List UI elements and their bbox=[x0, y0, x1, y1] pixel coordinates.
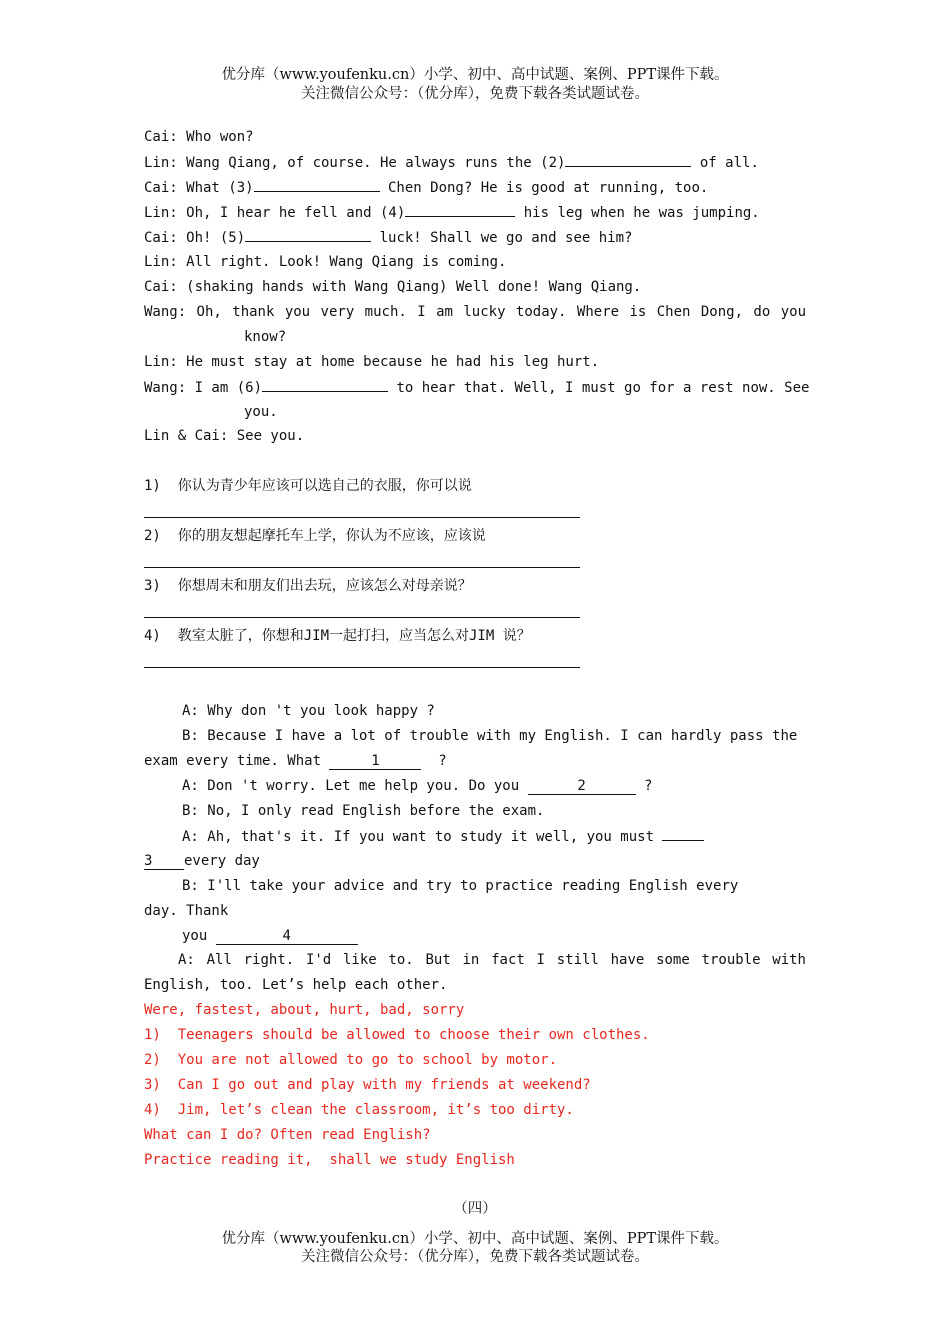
answer-line bbox=[144, 567, 580, 568]
footer-line-1: 优分库（www.youfenku.cn）小学、初中、高中试题、案例、PPT课件下载。 bbox=[221, 1231, 729, 1247]
dialogue2-line: you 4 bbox=[182, 926, 852, 946]
blank-3-start bbox=[662, 826, 704, 841]
dialogue-line: Lin & Cai: See you. bbox=[144, 428, 305, 444]
answer-key-line: 1) Teenagers should be allowed to choose their own clothes. bbox=[144, 1027, 650, 1043]
answer-key-line: Were, fastest, about, hurt, bad, sorry bbox=[144, 1002, 465, 1018]
dialogue2-line: A: All right. I'd like to. But in fact I still have some trouble with bbox=[178, 952, 806, 968]
dialogue-line: Lin: Wang Qiang, of course. He always runs the (2) of all. bbox=[144, 152, 814, 173]
dialogue-line: Cai: (shaking hands with Wang Qiang) Well done! Wang Qiang. bbox=[144, 279, 642, 295]
dialogue2-line: 3 every day bbox=[144, 853, 260, 869]
blank-3: 3 bbox=[144, 853, 184, 870]
dialogue2-line: day. Thank bbox=[144, 903, 229, 919]
answer-key-line: What can I do? Often read English? bbox=[144, 1127, 431, 1143]
blank-6 bbox=[262, 377, 388, 392]
dialogue-line: Cai: Who won? bbox=[144, 129, 254, 145]
footer-line-2: 关注微信公众号：（优分库），免费下载各类试题试卷。 bbox=[301, 1249, 649, 1265]
answer-line bbox=[144, 667, 580, 668]
blank-2 bbox=[565, 152, 691, 167]
answer-key-line: 4) Jim, let’s clean the classroom, it’s too dirty. bbox=[144, 1102, 574, 1118]
dialogue2-line: A: Don 't worry. Let me help you. Do you 2 ? bbox=[182, 778, 653, 794]
dialogue-line: Lin: All right. Look! Wang Qiang is coming. bbox=[144, 254, 507, 270]
dialogue2-line: A: Ah, that's it. If you want to study it well, you must bbox=[182, 826, 852, 847]
answer-line bbox=[144, 617, 580, 618]
dialogue2-line: B: I'll take your advice and try to practice reading English every bbox=[182, 878, 739, 894]
blank-3 bbox=[254, 177, 380, 192]
blank-2: 2 bbox=[528, 778, 636, 795]
dialogue-line: Cai: Oh! (5) luck! Shall we go and see him? bbox=[144, 227, 814, 248]
dialogue-line-cont: you. bbox=[244, 404, 278, 420]
question-4: 4) 教室太脏了，你想和JIM一起打扫，应当怎么对JIM 说？ bbox=[144, 628, 531, 644]
blank-4: 4 bbox=[216, 928, 358, 945]
header-line-1: 优分库（www.youfenku.cn）小学、初中、高中试题、案例、PPT课件下载。 bbox=[221, 67, 729, 83]
dialogue2-line: B: No, I only read English before the exam. bbox=[182, 803, 545, 819]
blank-4 bbox=[405, 202, 515, 217]
header-line-2: 关注微信公众号：（优分库），免费下载各类试题试卷。 bbox=[301, 86, 649, 102]
dialogue2-line: A: Why don 't you look happy ? bbox=[182, 703, 435, 719]
blank-5 bbox=[245, 227, 371, 242]
dialogue2-line: English, too. Let’s help each other. bbox=[144, 977, 448, 993]
dialogue-line: Wang: Oh, thank you very much. I am lucky today. Where is Chen Dong, do you bbox=[144, 304, 806, 320]
dialogue-line-cont: know? bbox=[244, 329, 287, 345]
dialogue-line: Lin: Oh, I hear he fell and (4) his leg when he was jumping. bbox=[144, 202, 814, 223]
dialogue2-line: B: Because I have a lot of trouble with my English. I can hardly pass the bbox=[182, 728, 798, 744]
question-2: 2) 你的朋友想起摩托车上学，你认为不应该，应该说 bbox=[144, 528, 486, 544]
dialogue-line: Wang: I am (6) to hear that. Well, I must go for a rest now. See bbox=[144, 377, 814, 398]
answer-key-line: 2) You are not allowed to go to school by motor. bbox=[144, 1052, 558, 1068]
answer-key-line: 3) Can I go out and play with my friends at weekend? bbox=[144, 1077, 591, 1093]
answer-key-line: Practice reading it, shall we study English bbox=[144, 1152, 515, 1168]
dialogue-line: Lin: He must stay at home because he had his leg hurt. bbox=[144, 354, 600, 370]
question-1: 1) 你认为青少年应该可以选自己的衣服，你可以说 bbox=[144, 478, 472, 494]
dialogue2-line: exam every time. What 1 ? bbox=[144, 753, 447, 769]
blank-1: 1 bbox=[329, 753, 421, 770]
question-3: 3) 你想周末和朋友们出去玩，应该怎么对母亲说？ bbox=[144, 578, 472, 594]
dialogue-line: Cai: What (3) Chen Dong? He is good at running, too. bbox=[144, 177, 814, 198]
answer-line bbox=[144, 517, 580, 518]
section-title: （四） bbox=[453, 1201, 497, 1217]
